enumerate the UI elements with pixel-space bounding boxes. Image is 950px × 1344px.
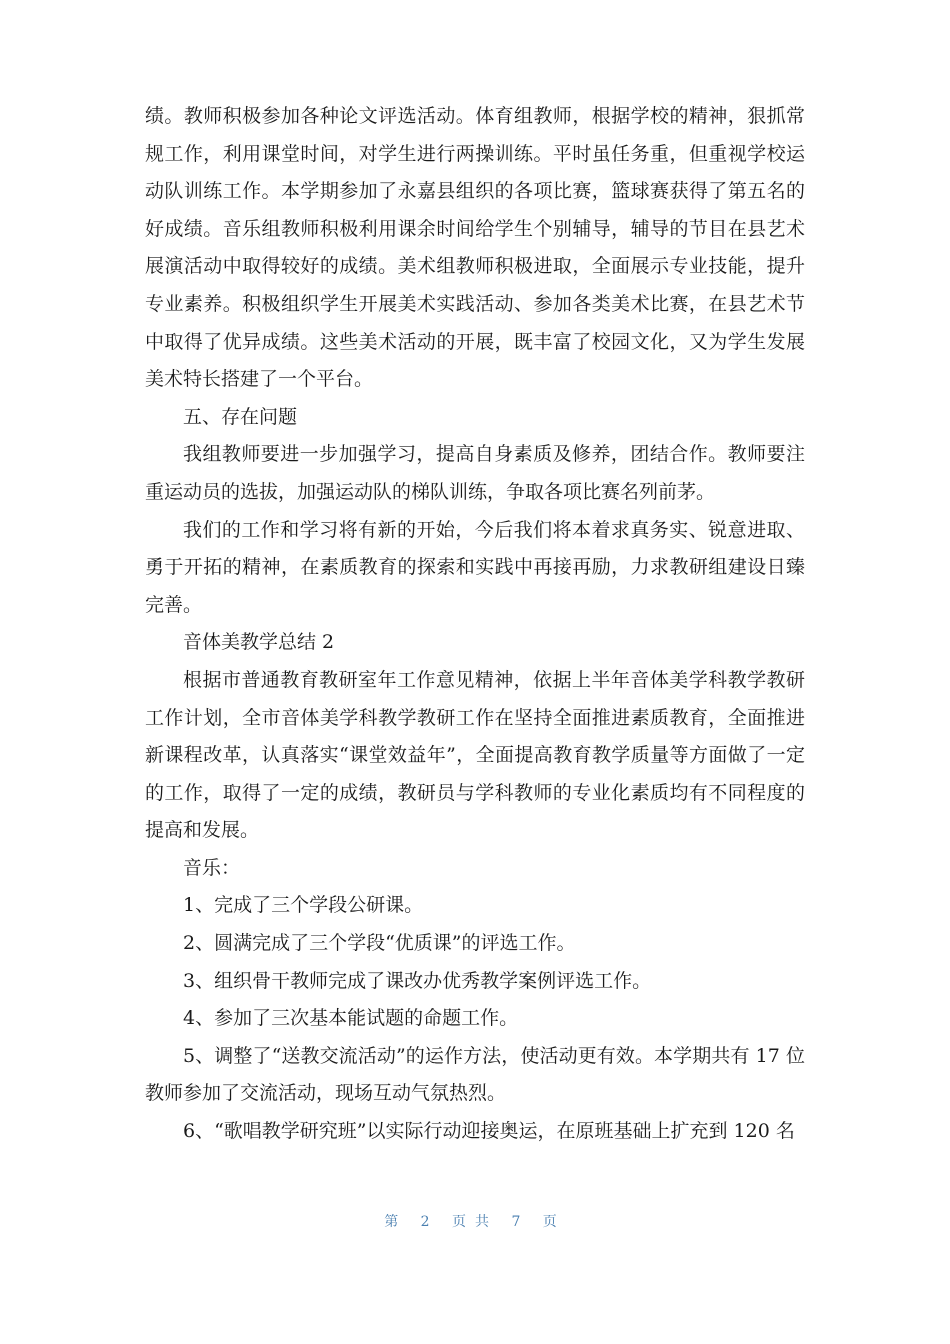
document-body: [145, 98, 805, 1151]
section-heading-problems: 五、存在问题: [183, 405, 298, 428]
list-item: 1、完成了三个学段公研课。: [183, 894, 424, 917]
subheading-music: 音乐：: [183, 856, 241, 879]
paragraph: 我们的工作和学习将有新的开始，今后我们将本着求真务实、锐意进取、勇于开拓的精神，在素质教育的探索和实践中再接再励，力求教研组建设日臻完善。: [145, 518, 805, 616]
section-heading-summary-2: 音体美教学总结 2: [183, 631, 335, 654]
list-item: 6、“歌唱教学研究班”以实际行动迎接奥运，在原班基础上扩充到 120 名: [183, 1120, 795, 1143]
list-item: 4、参加了三次基本能试题的命题工作。: [183, 1007, 519, 1030]
list-item: 2、圆满完成了三个学段“优质课”的评选工作。: [183, 932, 576, 955]
list-item: 3、组织骨干教师完成了课改办优秀教学案例评选工作。: [183, 969, 652, 992]
paragraph-continuation: 绩。教师积极参加各种论文评选活动。体育组教师，根据学校的精神，狠抓常规工作，利用课堂时间，对学生进行两操训练。平时虽任务重，但重视学校运动队训练工作。本学期参加了永嘉县组织的各项比赛，篮球赛获得了第五名的好成绩。音乐组教师积极利用课余时间给学生个别辅导，辅导的节目在县艺术展演活动中取得较好的成绩。美术组教师积极进取，全面展示专业技能，提升专业素养。积极组织学生开展美术实践活动、参加各类美术比赛，在县艺术节中取得了优异成绩。这些美术活动的开展，既丰富了校园文化，又为学生发展美术特长搭建了一个平台。: [145, 105, 805, 391]
page-number-footer: 第 2 页共 7 页: [384, 1214, 566, 1230]
paragraph: 根据市普通教育教研室年工作意见精神，依据上半年音体美学科教学教研工作计划，全市音体美学科教学教研工作在坚持全面推进素质教育，全面推进新课程改革，认真落实“课堂效益年”，全面提高教育教学质量等方面做了一定的工作，取得了一定的成绩，教研员与学科教师的专业化素质均有不同程度的提高和发展。: [145, 668, 805, 842]
paragraph: 我组教师要进一步加强学习，提高自身素质及修养，团结合作。教师要注重运动员的选拔，加强运动队的梯队训练，争取各项比赛名列前茅。: [145, 443, 805, 503]
list-item: 5、调整了“送教交流活动”的运作方法，使活动更有效。本学期共有 17 位教师参加了交流活动，现场互动气氛热烈。: [145, 1044, 805, 1105]
